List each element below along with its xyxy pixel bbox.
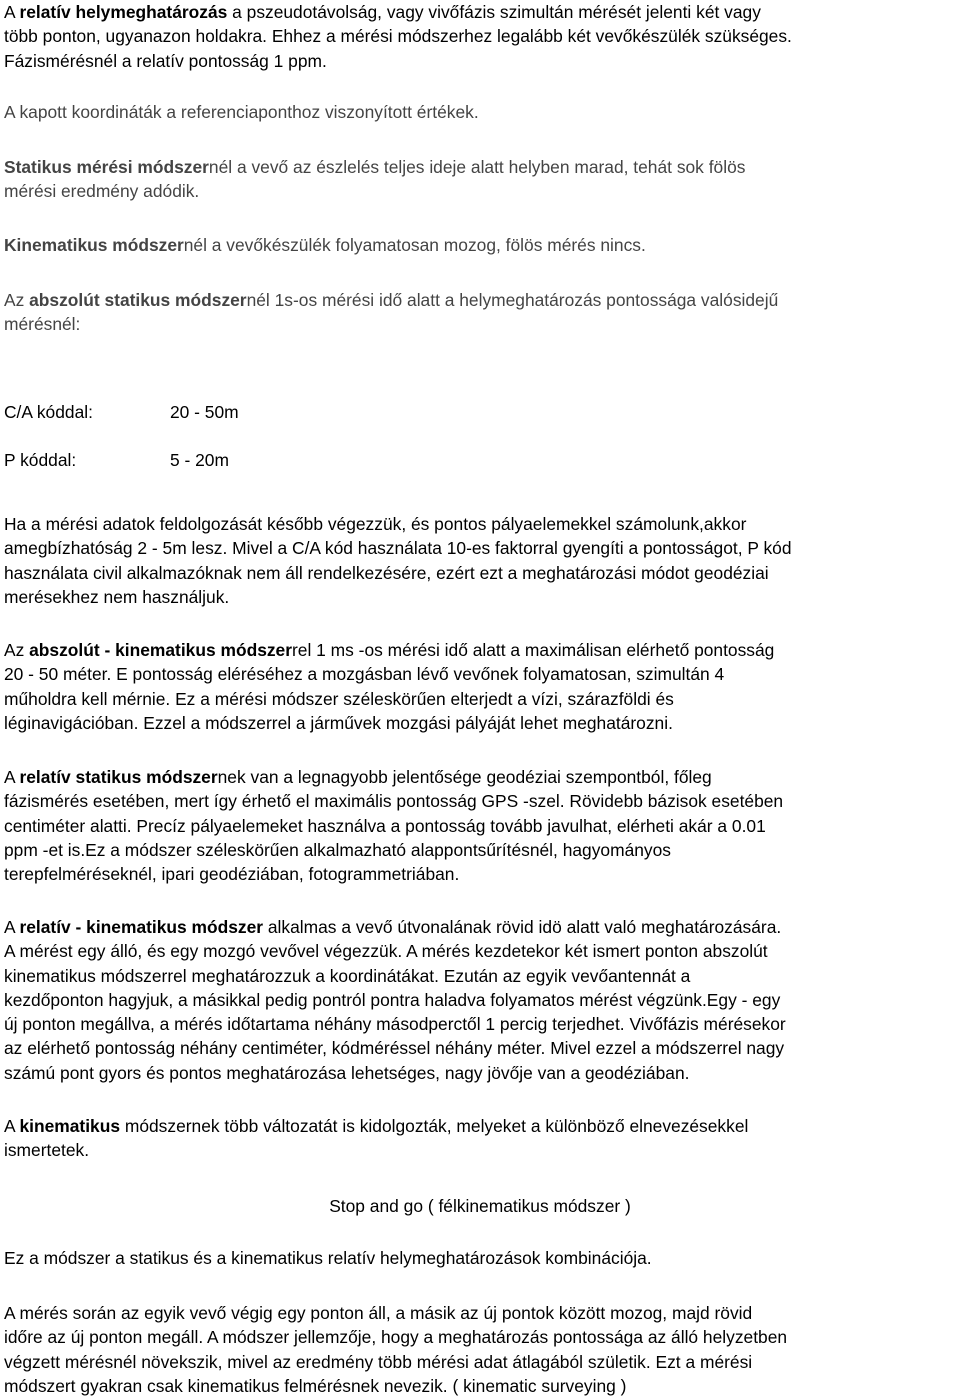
text-line: ismertetek. xyxy=(4,1140,90,1161)
text-line: A kinematikus módszernek több változatát is kidolgozták, melyeket a különböző elnevezésekkel xyxy=(4,1116,749,1136)
bold-term: relatív statikus módszer xyxy=(19,767,218,787)
text-line: Fázismérésnél a relatív pontosság 1 ppm. xyxy=(4,50,327,71)
text-line: számú pont gyors és pontos meghatározása lehetséges, nagy jövője van a geodéziában. xyxy=(4,1062,690,1083)
text-line: amegbízhatóság 2 - 5m lesz. Mivel a C/A kód használata 10-es faktorral gyengíti a pontosságot, P kód xyxy=(4,538,792,559)
text-line: centiméter alatti. Precíz pályaelemeket használva a pontosság tovább javulhat, elérheti akár a 0.01 xyxy=(4,815,766,836)
bold-term: Kinematikus módszer xyxy=(4,235,184,255)
text-line: fázismérés esetében, mert így érhető el maximális pontosság GPS -szel. Rövidebb bázisok esetében xyxy=(4,791,784,812)
paragraph-absolute-kinematic xyxy=(4,638,956,735)
text-line: merésekhez nem használjuk. xyxy=(4,586,230,607)
paragraph-absolute-static xyxy=(4,288,956,337)
text-line: A mérést egy álló, és egy mozgó vevővel végezzük. A mérés kezdetekor két ismert ponton abszolút xyxy=(4,941,768,962)
code-label: C/A kóddal: xyxy=(4,402,93,422)
paragraph-stop-and-go xyxy=(4,1301,956,1398)
text-line: A relatív statikus módszernek van a legnagyobb jelentősége geodéziai szempontból, főleg xyxy=(4,767,712,787)
text-line: az elérhető pontosság néhány centiméter, kódméréssel néhány méter. Mivel ezzel a módszerrel nagy xyxy=(4,1038,785,1059)
text-line: mérésnél: xyxy=(4,314,81,335)
bold-term: relatív - kinematikus módszer xyxy=(19,917,264,937)
text-line: időre az új ponton megáll. A módszer jellemzője, hogy a meghatározás pontossága az álló helyzetben xyxy=(4,1327,788,1348)
text-line: A mérés során az egyik vevő végig egy ponton áll, a másik az új pontok között mozog, majd rövid xyxy=(4,1303,753,1323)
text-line: kezdőponton hagyjuk, a másikkal pedig pontról pontra haladva folyamatos mérést végzünk.Egy - egy xyxy=(4,989,781,1010)
text-line: módszert gyakran csak kinematikus felmérésnek nevezik. ( kinematic surveying ) xyxy=(4,1375,627,1396)
text-line: A relatív helymeghatározás a pszeudotávolság, vagy vivőfázis szimultán mérését jelenti két vagy xyxy=(4,2,761,22)
bold-term: Statikus mérési módszer xyxy=(4,157,209,177)
text-line: A relatív - kinematikus módszer alkalmas a vevő útvonalának rövid idö alatt való meghatározására. xyxy=(4,917,782,937)
text-line: végzett mérésnél növekszik, mivel az eredmény több mérési adat átlagából születik. Ezt a mérési xyxy=(4,1351,753,1372)
text-line: műholdra kell mérnie. Ez a mérési módszer széleskörűen elterjedt a vízi, szárazföldi és xyxy=(4,688,674,709)
text-line: használata civil alkalmazóknak nem áll rendelkezésére, ezért ezt a meghatározási módot geodéziai xyxy=(4,562,769,583)
section-heading: Stop and go ( félkinematikus módszer ) xyxy=(329,1196,631,1216)
text-line: mérési eredmény adódik. xyxy=(4,181,200,202)
bold-term: abszolút - kinematikus módszer xyxy=(29,640,292,660)
text-line: kinematikus módszerrel meghatározzuk a koordinátákat. Ezután az egyik vevőantennát a xyxy=(4,965,691,986)
bold-term: abszolút statikus módszer xyxy=(29,290,247,310)
text-line: több ponton, ugyanazon holdakra. Ehhez a mérési módszerhez legalább két vevőkészülék szükséges. xyxy=(4,26,792,47)
text-line: Ha a mérési adatok feldolgozását később végezzük, és pontos pályaelemekkel számolunk,akkor xyxy=(4,514,747,534)
code-value: 20 - 50m xyxy=(170,402,239,422)
bold-term: relatív helymeghatározás xyxy=(19,2,228,22)
bold-term: kinematikus xyxy=(19,1116,121,1136)
text-line: új ponton megállva, a mérés időtartama néhány másodperctől 1 percig terjedhet. Vivőfázis mérésekor xyxy=(4,1014,786,1035)
paragraph-combination: Ez a módszer a statikus és a kinematikus relatív helymeghatározások kombinációja. xyxy=(4,1248,652,1268)
paragraph-coordinates: A kapott koordináták a referenciaponthoz viszonyított értékek. xyxy=(4,102,479,122)
text-line: 20 - 50 méter. E pontosság eléréséhez a mozgásban lévő vevőnek folyamatosan, szimultán 4 xyxy=(4,664,725,685)
paragraph-relative-kinematic xyxy=(4,915,956,1085)
paragraph-postprocessing xyxy=(4,512,956,609)
code-label: P kóddal: xyxy=(4,450,77,470)
code-value: 5 - 20m xyxy=(170,450,229,470)
paragraph-relative-positioning xyxy=(4,0,956,73)
paragraph-kinematic-method: Kinematikus módszernél a vevőkészülék folyamatosan mozog, fölös mérés nincs. xyxy=(4,235,646,255)
text-line: léginavigációban. Ezzel a módszerrel a járművek mozgási pályáját lehet meghatározni. xyxy=(4,712,673,733)
text-line: Az abszolút - kinematikus módszerrel 1 ms -os mérési idő alatt a maximálisan elérhető pontosság xyxy=(4,640,775,660)
text-line: Statikus mérési módszernél a vevő az észlelés teljes ideje alatt helyben marad, tehát sok fölös xyxy=(4,157,746,177)
paragraph-kinematic-variants xyxy=(4,1114,956,1163)
text-line: ppm -et is.Ez a módszer széleskörűen alkalmazható alappontsűrítésnél, hagyományos xyxy=(4,839,671,860)
text-line: Az abszolút statikus módszernél 1s-os mérési idő alatt a helymeghatározás pontossága valósidejű xyxy=(4,290,779,310)
text-line: terepfelméréseknél, ipari geodéziában, fotogrammetriában. xyxy=(4,864,460,885)
paragraph-relative-static xyxy=(4,765,956,886)
paragraph-static-method xyxy=(4,155,956,204)
